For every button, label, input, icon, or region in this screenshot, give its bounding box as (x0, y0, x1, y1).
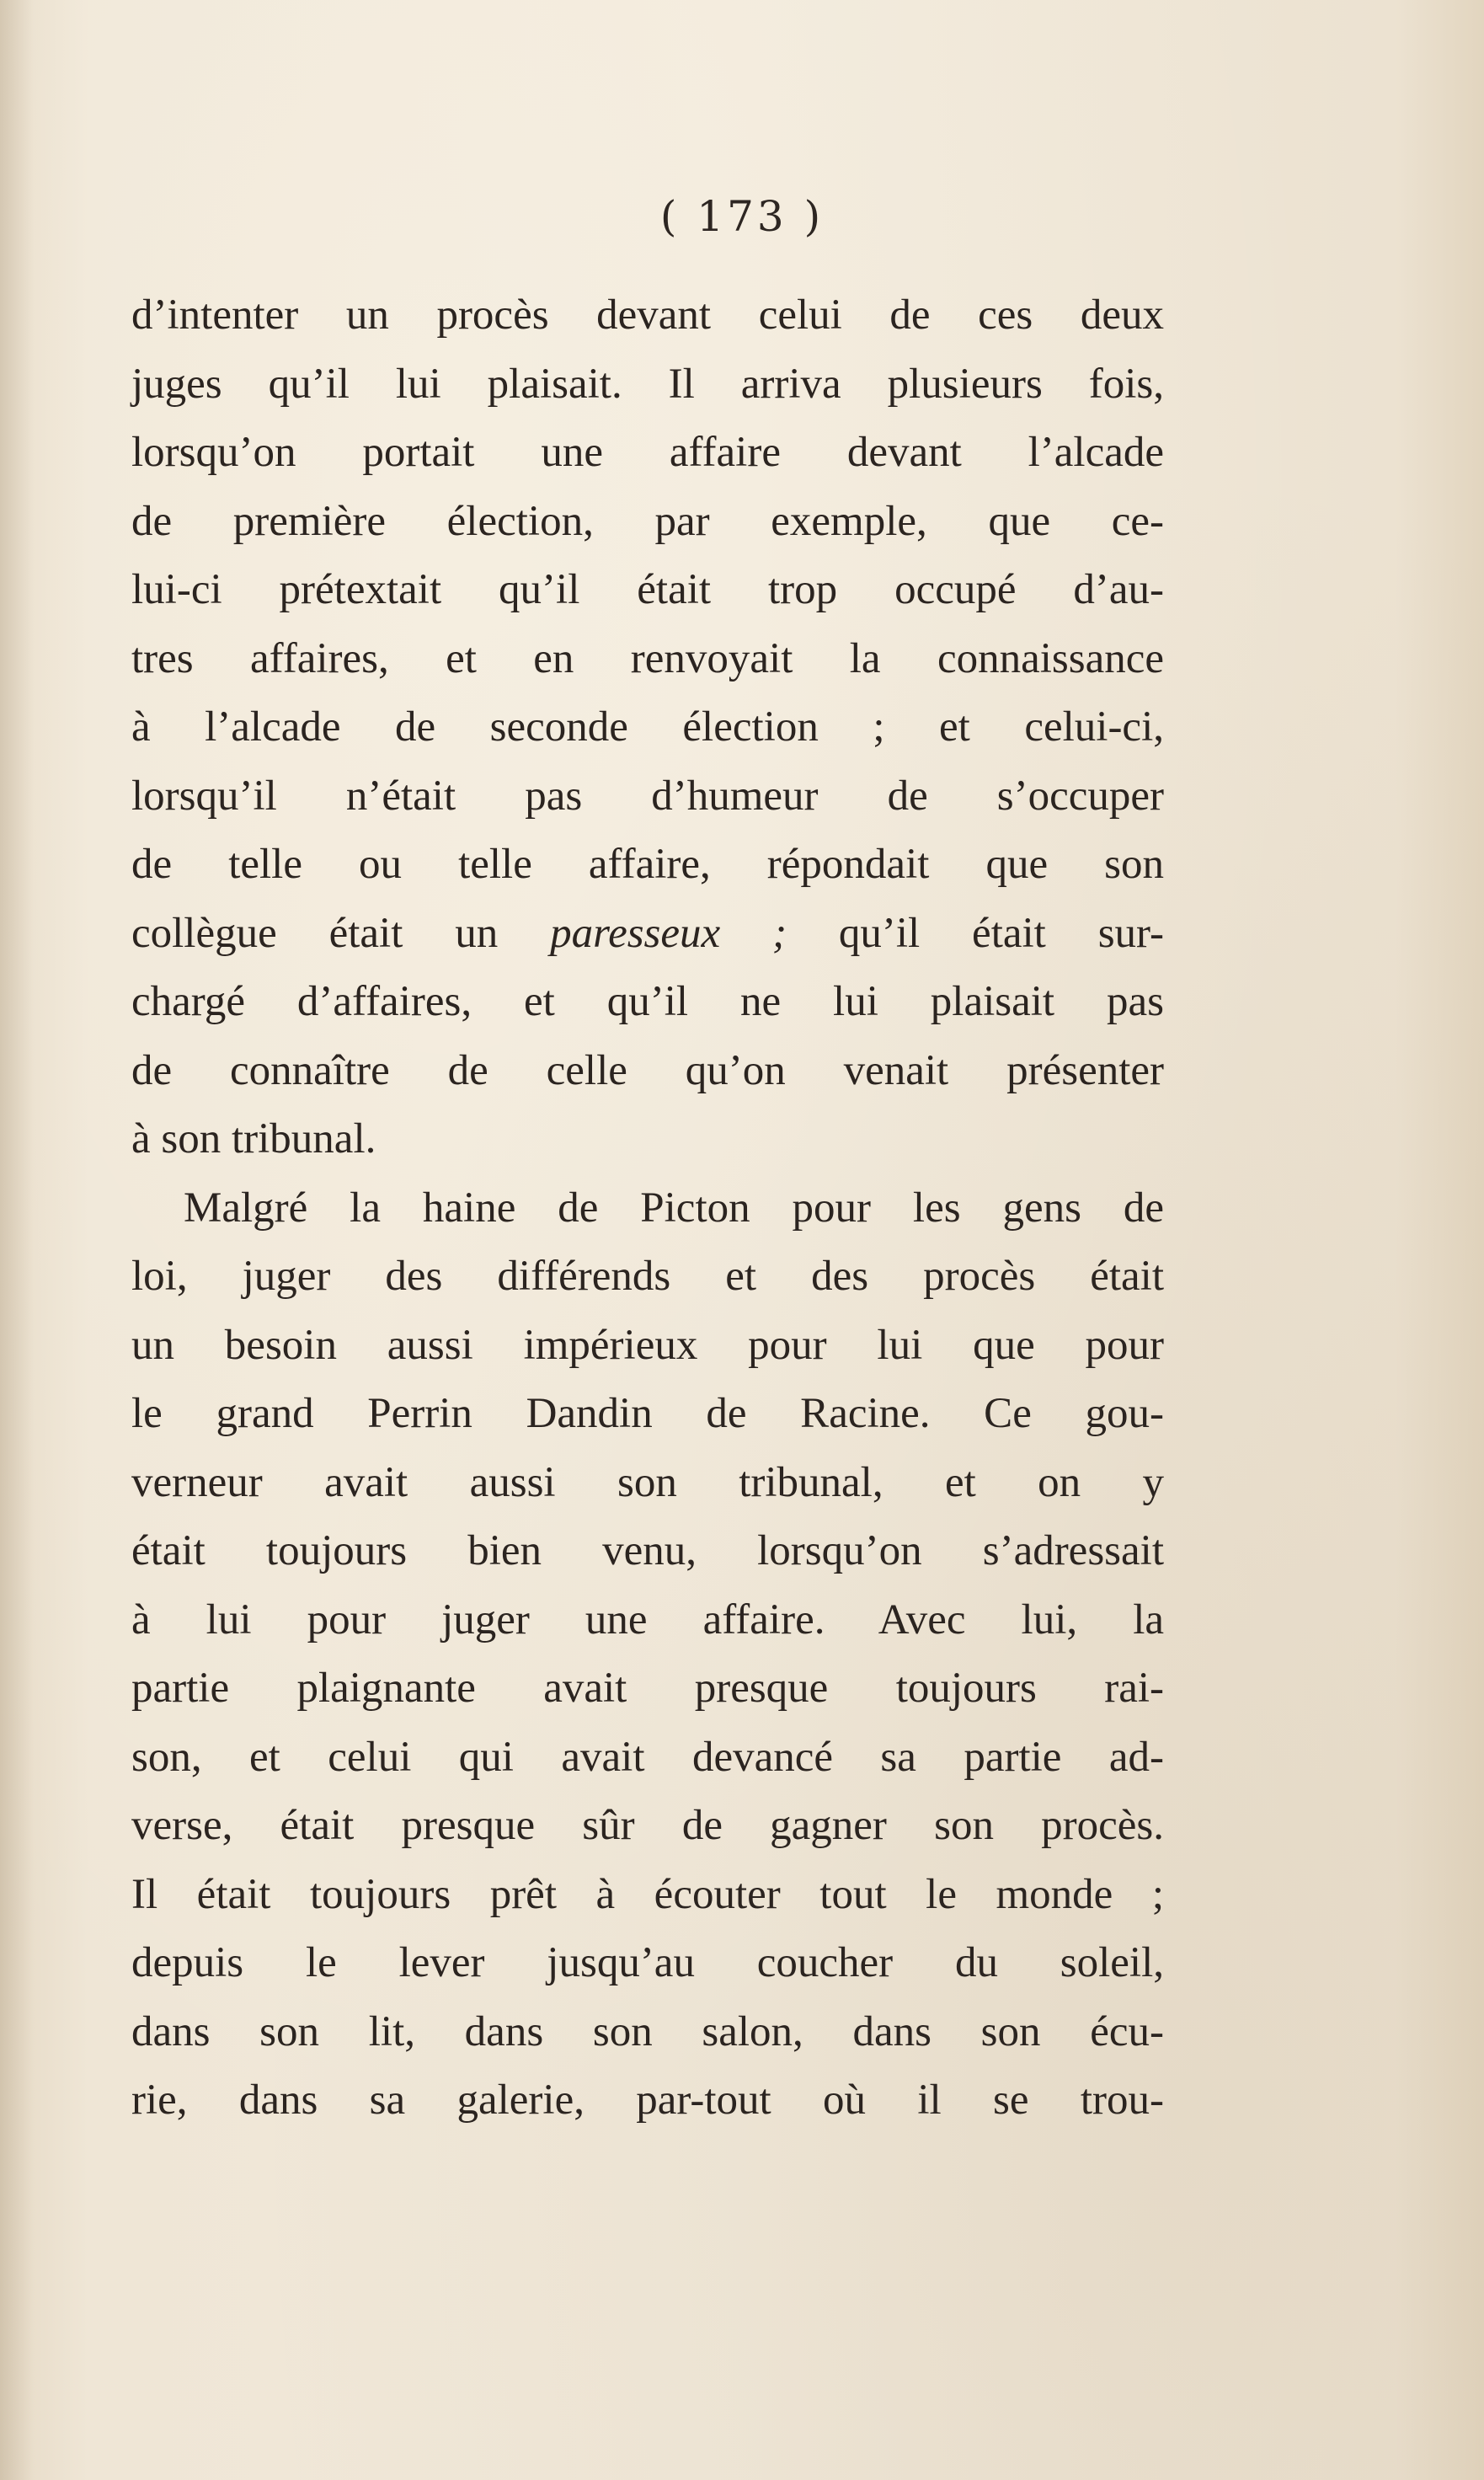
italic-word: paresseux ; (550, 909, 787, 957)
text-line: de telle ou telle affaire, répondait que son (131, 841, 1164, 888)
text-line: verse, était presque sûr de gagner son procès. (131, 1802, 1164, 1849)
text-line: partie plaignante avait presque toujours rai- (131, 1665, 1164, 1712)
text-line: Malgré la haine de Picton pour les gens de (184, 1184, 1164, 1232)
text-line: Il était toujours prêt à écouter tout le monde ; (131, 1870, 1164, 1918)
paragraph-1 (131, 281, 1164, 1174)
text-line: un besoin aussi impérieux pour lui que pour (131, 1321, 1164, 1369)
text-line: loi, juger des différends et des procès était (131, 1253, 1164, 1300)
text-line: juges qu’il lui plaisait. Il arriva plusieurs fois, (131, 360, 1164, 408)
text-line: lorsqu’il n’était pas d’humeur de s’occuper (131, 772, 1164, 820)
page-gutter-shadow (0, 0, 34, 2480)
page-number: ( 173 ) (659, 192, 825, 241)
text-line: à lui pour juger une affaire. Avec lui, la (131, 1595, 1164, 1644)
paragraph-2 (131, 1174, 1164, 2135)
text-line: son, et celui qui avait devancé sa partie ad- (131, 1733, 1164, 1781)
text-line: de connaître de celle qu’on venait présenter (131, 1046, 1164, 1094)
text-line: à l’alcade de seconde élection ; et celui-ci, (131, 703, 1164, 751)
text-line: d’intenter un procès devant celui de ces deux (131, 291, 1164, 339)
text-line: le grand Perrin Dandin de Racine. Ce gou- (131, 1390, 1164, 1437)
text-line: de première élection, par exemple, que ce- (131, 497, 1164, 545)
text-line: depuis le lever jusqu’au coucher du soleil, (131, 1939, 1164, 1986)
page-body (131, 281, 1164, 2135)
text-line-with-italic (131, 900, 1164, 969)
text-segment: qu’il était sur- (787, 909, 1164, 957)
text-line: lorsqu’on portait une affaire devant l’alcade (131, 429, 1164, 476)
text-line: était toujours bien venu, lorsqu’on s’adressait (131, 1527, 1164, 1574)
text-line: rie, dans sa galerie, par-tout où il se trou- (131, 2076, 1164, 2124)
text-line: tres affaires, et en renvoyait la connaissance (131, 634, 1164, 682)
text-line: verneur avait aussi son tribunal, et on y (131, 1458, 1164, 1506)
text-line: à son tribunal. (131, 1115, 376, 1162)
text-line: chargé d’affaires, et qu’il ne lui plaisait pas (131, 978, 1164, 1025)
text-line: dans son lit, dans son salon, dans son écu- (131, 2007, 1164, 2055)
text-segment: collègue était un (131, 909, 551, 957)
text-line: lui-ci prétextait qu’il était trop occupé d’au- (131, 566, 1164, 613)
